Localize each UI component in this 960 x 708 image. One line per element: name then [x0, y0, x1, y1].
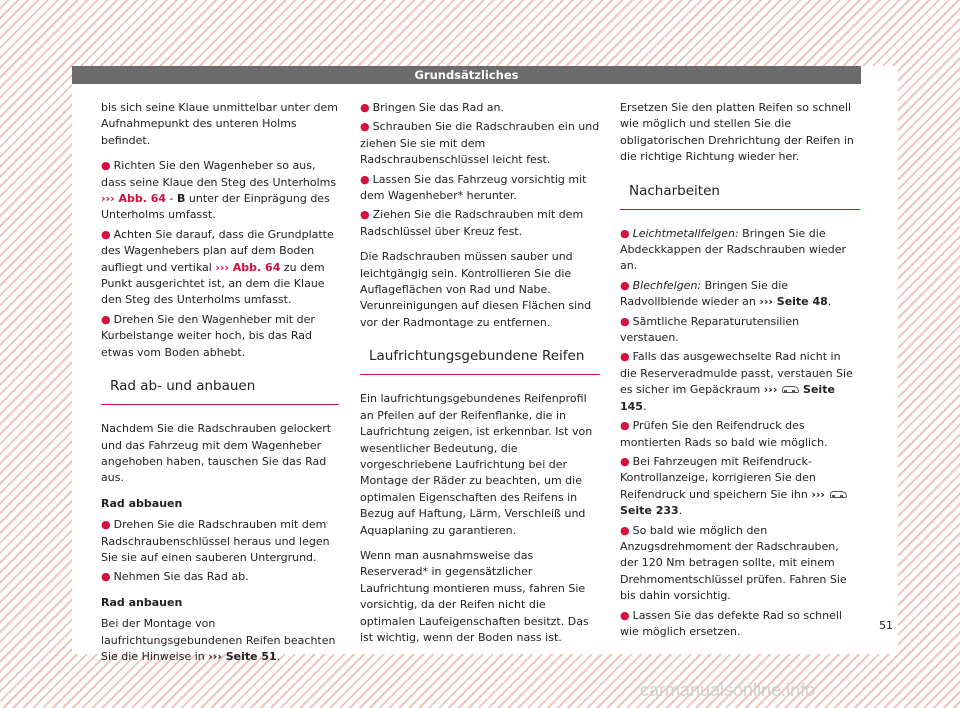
bullet-icon: ● [101, 570, 111, 584]
paragraph: Wenn man ausnahmsweise das Reserverad* in gegensätzlicher Laufrichtung montieren muss, fahren Sie vorsichtig, da der Reifen nicht die optimalen Laufeigenschaften besitzt. Das ist wichtig, wenn der Boden nass ist. [360, 548, 589, 644]
list-item: ● Schrauben Sie die Radschrauben ein und ziehen Sie sie mit dem Radschraubenschlüssel leicht fest. [360, 120, 600, 167]
watermark-text: carmanualsonline.info [640, 680, 816, 700]
list-item: ● Prüfen Sie den Reifendruck des montierten Rads so bald wie möglich. [620, 419, 828, 449]
bullet-icon: ● [360, 101, 370, 114]
bullet-icon: ● [360, 172, 370, 186]
bullet-icon: ● [620, 226, 630, 240]
list-item: ● Blechfelgen: Bringen Sie die Radvollblende wieder an ››› Seite 48. [620, 278, 832, 309]
section-heading: Laufrichtungsgebundene Reifen [360, 347, 600, 375]
column-3 [620, 100, 860, 643]
column-2 [360, 100, 600, 655]
bullet-icon: ● [101, 312, 111, 326]
bullet-icon: ● [360, 120, 370, 134]
page-link[interactable]: ››› Seite 48 [759, 295, 828, 309]
list-item: ● Richten Sie den Wagenheber so aus, dass seine Klaue den Steg des Unterholms ››› Abb. 64 - B unter der Einprägung des Unterholms umfasst. [101, 159, 337, 222]
paragraph: Nachdem Sie die Radschrauben gelockert und das Fahrzeug mit dem Wagenheber angehoben haben, tauschen Sie das Rad aus. [101, 422, 332, 485]
car-icon [781, 384, 799, 394]
bullet-icon: ● [360, 208, 370, 222]
bullet-icon: ● [620, 454, 630, 468]
list-item: ● Bei Fahrzeugen mit Reifendruck-Kontrollanzeige, korrigieren Sie den Reifendruck und speichern Sie ihn ››› Seite 233. [620, 454, 860, 520]
car-icon [829, 489, 847, 499]
subheading: Rad abbauen [101, 496, 183, 510]
bullet-icon: ● [620, 278, 630, 292]
list-item: ● Leichtmetallfelgen: Bringen Sie die Abdeckkappen der Radschrauben wieder an. [620, 226, 846, 273]
bullet-icon: ● [620, 419, 630, 433]
bullet-icon: ● [620, 314, 630, 328]
bullet-icon: ● [101, 518, 111, 532]
section-heading: Nacharbeiten [620, 182, 860, 210]
paragraph: bis sich seine Klaue unmittelbar unter dem Aufnahmepunkt des unteren Holms befindet. [101, 101, 339, 147]
list-item: ● Drehen Sie den Wagenheber mit der Kurbelstange weiter hoch, bis das Rad etwas vom Boden abhebt. [101, 312, 315, 359]
list-item: ● Lassen Sie das defekte Rad so schnell wie möglich ersetzen. [620, 608, 842, 638]
bullet-icon: ● [620, 350, 630, 364]
bullet-icon: ● [620, 523, 630, 537]
paragraph: Ein laufrichtungsgebundenes Reifenprofil an Pfeilen auf der Reifenflanke, die in Laufrichtung zeigen, ist erkennbar. Ist von wesentlicher Bedeutung, die vorgeschriebene Laufrichtung bei der Montage der Räder zu beachten, um die optimalen Eigenschaften des Reifens in Bezug auf Haftung, Lärm, Verschleiß und Aquaplaning zu garantieren. [360, 392, 593, 537]
section-header: Grundsätzliches [72, 66, 861, 84]
bullet-icon: ● [101, 159, 111, 173]
list-item: ● Achten Sie darauf, dass die Grundplatte des Wagenhebers plan auf dem Boden aufliegt und vertikal ››› Abb. 64 zu dem Punkt ausgerichtet ist, an dem die Klaue den Steg des Unterholms umfasst. [101, 227, 334, 307]
column-1 [101, 100, 339, 674]
bullet-icon: ● [620, 608, 630, 622]
page-number: 51 [879, 619, 893, 632]
list-item: ● Drehen Sie die Radschrauben mit dem Radschraubenschlüssel heraus und legen Sie sie auf einen sauberen Untergrund. [101, 518, 330, 564]
page-link[interactable]: ››› Seite 233 [620, 488, 847, 517]
figure-link[interactable]: ››› Abb. 64 [215, 260, 281, 274]
list-item: ● Bringen Sie das Rad an. [360, 101, 505, 114]
section-heading: Rad ab- und anbauen [101, 377, 339, 405]
paragraph: Ersetzen Sie den platten Reifen so schnell wie möglich und stellen Sie die obligatorischen Drehrichtung der Reifen in die richtige Richtung wieder her. [620, 101, 854, 164]
subheading: Rad anbauen [101, 595, 183, 609]
list-item: ● So bald wie möglich den Anzugsdrehmoment der Radschrauben, der 120 Nm betragen sollte, mit einem Drehmomentschlüssel prüfen. Fahren Sie bis dahin vorsichtig. [620, 523, 847, 603]
list-item: ● Ziehen Sie die Radschrauben mit dem Radschlüssel über Kreuz fest. [360, 208, 584, 238]
list-item: ● Lassen Sie das Fahrzeug vorsichtig mit dem Wagenheber* herunter. [360, 172, 587, 203]
paragraph: Bei der Montage von laufrichtungsgebundenen Reifen beachten Sie die Hinweise in ››› Seite 51. [101, 617, 336, 663]
paragraph: Die Radschrauben müssen sauber und leichtgängig sein. Kontrollieren Sie die Auflageflächen von Rad und Nabe. Verunreinigungen auf diesen Flächen sind vor der Radmontage zu entfernen. [360, 250, 592, 329]
bullet-icon: ● [101, 227, 111, 241]
figure-link[interactable]: ››› Abb. 64 [101, 192, 167, 206]
page-link[interactable]: ››› Seite 145 [620, 383, 835, 413]
page-link[interactable]: ››› Seite 51 [208, 649, 277, 663]
list-item: ● Falls das ausgewechselte Rad nicht in die Reserveradmulde passt, verstauen Sie es sicher im Gepäckraum ››› Seite 145. [620, 350, 853, 413]
list-item: ● Sämtliche Reparaturutensilien verstauen. [620, 314, 800, 345]
list-item: ● Nehmen Sie das Rad ab. [101, 570, 249, 584]
